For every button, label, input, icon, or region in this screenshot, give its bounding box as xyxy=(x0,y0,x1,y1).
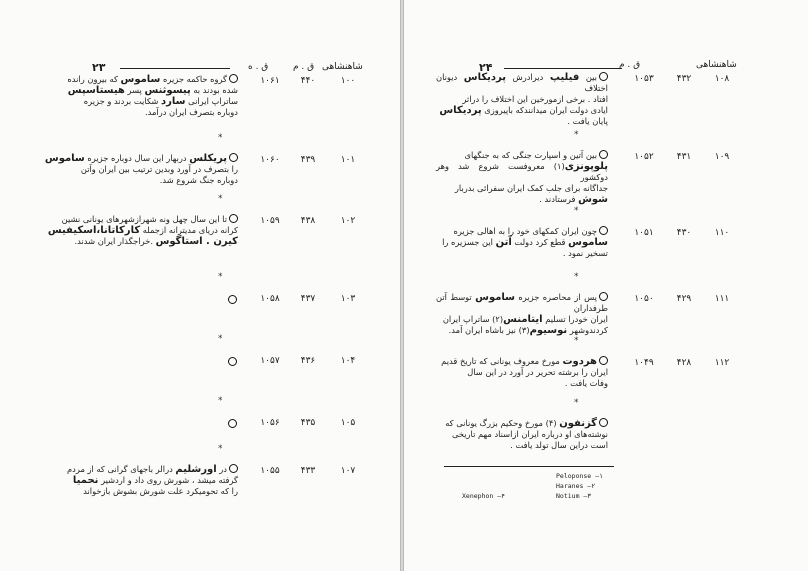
entry-line xyxy=(436,325,608,336)
shahanshahi-year: ۱۰۰ xyxy=(340,76,356,86)
entry-line-text: جداگانه برای جلب کمک ایران سفرائی بدربار xyxy=(454,183,608,193)
bullet-circle-icon xyxy=(599,226,608,235)
entry-line-text: بین آتین و اسپارت جنگی که به جنگهای xyxy=(464,150,597,160)
separator-asterisk-icon: * xyxy=(574,130,579,140)
entry-line-text: دوباره بتصرف ایران درآمد. xyxy=(144,107,238,117)
entry-line xyxy=(30,153,238,164)
entry-line-text: را که تحومیکرد علت شورش بشوش بازخواند xyxy=(83,486,238,496)
entry-text xyxy=(30,214,238,247)
entry-line-text: کیرن . استاگوس .خراجگذار ایران شدند. xyxy=(74,236,238,247)
entry-line xyxy=(30,107,238,118)
entry-line-text: تسخیر نمود . xyxy=(562,248,608,258)
entry-line-text: پس از محاصره جزیره ساموس توسط آتن طرفداران xyxy=(436,292,608,313)
entry-line xyxy=(436,292,608,314)
entry-line-text: ساتراپ ایرانی سارد شکایت بردند و جزیره xyxy=(83,96,238,107)
bc-year: ۴۳۹ xyxy=(300,155,316,165)
entry-line xyxy=(436,183,608,194)
shahanshahi-year: ۱۰۸ xyxy=(714,74,730,84)
entry-line-text: نوشته‌های او درباره ایران ازاسناد مهم تاریخی xyxy=(451,429,608,439)
shahanshahi-year: ۱۱۲ xyxy=(714,358,730,368)
bullet-circle-icon xyxy=(599,72,608,81)
entry-line xyxy=(436,105,608,116)
separator-asterisk-icon: * xyxy=(574,398,579,408)
entry-line-text: بین فیلیپ دیرادرش پردیکاس دیونان اختلاف xyxy=(436,72,608,93)
footnote-rule xyxy=(444,466,614,467)
footnote: Xenephon —۴ xyxy=(462,492,506,500)
bullet-circle-icon xyxy=(229,464,238,473)
col-header-qm: ق . م xyxy=(619,60,641,70)
entry-line xyxy=(436,418,608,429)
bc-year: ۴۳۲ xyxy=(676,74,692,84)
entry-line-text: افتاد . برخی ازمورخین این اختلاف را دراثر xyxy=(462,94,608,104)
solar-hijri-year: ۱۰۴۹ xyxy=(634,358,654,368)
entry-line xyxy=(30,85,238,96)
entry-line xyxy=(436,248,608,259)
entry-line-text: پایان یافت . xyxy=(567,116,608,126)
footnote: Peloponse —۱ xyxy=(556,472,603,480)
separator-asterisk-icon: * xyxy=(218,194,223,204)
bc-year: ۴۲۹ xyxy=(676,294,692,304)
solar-hijri-year: ۱۰۵۱ xyxy=(634,228,654,238)
col-header-shahanshahi: شاهنشاهی xyxy=(322,62,363,72)
entry-line-text: در اورشلیم درالر باجهای گرانی که از مردم xyxy=(67,464,227,475)
shahanshahi-year: ۱۱۰ xyxy=(714,228,730,238)
bc-year: ۴۴۰ xyxy=(300,76,316,86)
entry-text xyxy=(436,72,608,127)
entry-line-text: گرفته میشد ، شورش روی داد و اردشیر نحمیا xyxy=(72,475,238,486)
solar-hijri-year: ۱۰۵۶ xyxy=(260,418,280,428)
entry-line-text: شوش فرستادند . xyxy=(539,194,608,205)
bullet-circle-icon xyxy=(228,419,237,428)
entry-line xyxy=(436,429,608,440)
entry-line-text: شده بودند به پیسوثنس پسر هیستاسپس xyxy=(67,85,238,96)
solar-hijri-year: ۱۰۵۵ xyxy=(260,466,280,476)
entry-line xyxy=(436,94,608,105)
solar-hijri-year: ۱۰۵۲ xyxy=(634,152,654,162)
entry-line xyxy=(436,116,608,127)
entry-line-text: کردندوشهر نوسیوم(۳) نیز باشاه ایران آمد. xyxy=(448,325,608,336)
bc-year: ۴۳۵ xyxy=(300,418,316,428)
entry-text xyxy=(30,153,238,186)
entry-line xyxy=(436,150,608,161)
bullet-circle-icon xyxy=(229,74,238,83)
entry-line xyxy=(30,164,238,175)
entry-line xyxy=(436,378,608,389)
entry-line xyxy=(436,237,608,248)
shahanshahi-year: ۱۰۹ xyxy=(714,152,730,162)
entry-line xyxy=(436,356,608,367)
bc-year: ۴۳۷ xyxy=(300,294,316,304)
bc-year: ۴۲۸ xyxy=(676,358,692,368)
entry-line xyxy=(436,440,608,451)
bullet-circle-icon xyxy=(599,356,608,365)
page-number: ۲۳ xyxy=(92,61,106,74)
bc-year: ۴۳۸ xyxy=(300,216,316,226)
entry-line xyxy=(30,96,238,107)
bullet-circle-icon xyxy=(599,292,608,301)
shahanshahi-year: ۱۰۲ xyxy=(340,216,356,226)
solar-hijri-year: ۱۰۶۰ xyxy=(260,155,280,165)
header-rule xyxy=(120,68,230,69)
entry-line-text: گروه حاکمه جزیره ساموس که بیرون رانده xyxy=(67,74,227,85)
bullet-circle-icon xyxy=(229,214,238,223)
col-header-qm: ق . م xyxy=(293,62,315,72)
separator-asterisk-icon: * xyxy=(218,334,223,344)
entry-line-text: ایران خودرا تسلیم ایتامنس(۲) ساتراپ ایران xyxy=(442,314,608,325)
entry-line-text: پلوپونزی(۱) معروفست شروع شد وهر دوکشور xyxy=(436,161,608,182)
entry-line xyxy=(436,367,608,378)
separator-asterisk-icon: * xyxy=(218,396,223,406)
shahanshahi-year: ۱۰۱ xyxy=(340,155,356,165)
entry-line-text: گزنفون (۴) مورخ وحکیم بزرگ یونانی که xyxy=(445,418,597,429)
separator-asterisk-icon: * xyxy=(574,272,579,282)
footnote: Notium —۳ xyxy=(556,492,592,500)
bullet-circle-icon xyxy=(228,295,237,304)
entry-text xyxy=(30,464,238,497)
shahanshahi-year: ۱۰۳ xyxy=(340,294,356,304)
entry-line-text: ایران را برشته تحریر در آورد در این سال xyxy=(467,367,608,377)
entry-text xyxy=(436,356,608,389)
entry-line xyxy=(436,72,608,94)
entry-text xyxy=(436,418,608,451)
solar-hijri-year: ۱۰۵۷ xyxy=(260,356,280,366)
bullet-circle-icon xyxy=(599,150,608,159)
bc-year: ۴۳۳ xyxy=(300,466,316,476)
separator-asterisk-icon: * xyxy=(574,336,579,346)
shahanshahi-year: ۱۰۷ xyxy=(340,466,356,476)
entry-line-text: ایادی دولت ایران میدانندکه باپیروزی پردیکاس xyxy=(439,105,608,116)
solar-hijri-year: ۱۰۵۹ xyxy=(260,216,280,226)
entry-text xyxy=(436,226,608,259)
entry-line xyxy=(30,175,238,186)
entry-line xyxy=(436,314,608,325)
entry-line xyxy=(30,236,238,247)
separator-asterisk-icon: * xyxy=(218,444,223,454)
footnote: Haranes —۲ xyxy=(556,482,596,490)
entry-line xyxy=(30,214,238,225)
entry-line xyxy=(436,226,608,237)
bc-year: ۴۳۰ xyxy=(676,228,692,238)
solar-hijri-year: ۱۰۵۳ xyxy=(634,74,654,84)
bullet-circle-icon xyxy=(229,153,238,162)
bullet-circle-icon xyxy=(599,418,608,427)
entry-line xyxy=(436,194,608,205)
entry-line-text: پریکلس دربهار این سال دوباره جزیره ساموس xyxy=(44,153,227,164)
left-page xyxy=(0,0,400,571)
entry-text xyxy=(30,74,238,118)
solar-hijri-year: ۱۰۶۱ xyxy=(260,76,280,86)
header-rule xyxy=(504,68,622,69)
solar-hijri-year: ۱۰۵۰ xyxy=(634,294,654,304)
bullet-circle-icon xyxy=(228,357,237,366)
shahanshahi-year: ۱۰۵ xyxy=(340,418,356,428)
entry-line-text: تا این سال چهل ونه شهرازشهرهای یونانی نشین xyxy=(61,214,227,224)
entry-line-text: چون ایران کمکهای خود را به اهالی جزیره xyxy=(453,226,597,236)
solar-hijri-year: ۱۰۵۸ xyxy=(260,294,280,304)
bc-year: ۴۳۶ xyxy=(300,356,316,366)
shahanshahi-year: ۱۱۱ xyxy=(714,294,730,304)
col-header-shahanshahi: شاهنشاهی xyxy=(696,60,737,70)
entry-line-text: است دراین سال تولد یافت . xyxy=(510,440,608,450)
entry-line-text: کرانه دریای مدیترانه ازجمله کارکاتانا،اسکیفیس xyxy=(47,225,238,236)
entry-line-text: را بتصرف در آورد وبدین ترتیب بین ایران وآتن xyxy=(80,164,238,174)
entry-text xyxy=(436,150,608,205)
entry-line xyxy=(30,74,238,85)
shahanshahi-year: ۱۰۴ xyxy=(340,356,356,366)
entry-line-text: ساموس قطع کرد دولت آتن این جسزیره را xyxy=(442,237,608,248)
entry-line-text: هردوت مورخ معروف یونانی که تاریخ قدیم xyxy=(441,356,597,367)
entry-line-text: دوباره جنگ شروع شد. xyxy=(159,175,238,185)
entry-line xyxy=(30,475,238,486)
entry-line-text: وفات یافت . xyxy=(564,378,608,388)
bc-year: ۴۳۱ xyxy=(676,152,692,162)
separator-asterisk-icon: * xyxy=(574,206,579,216)
separator-asterisk-icon: * xyxy=(218,272,223,282)
entry-line xyxy=(30,486,238,497)
right-page xyxy=(404,0,808,571)
page-number: ۲۴ xyxy=(479,61,493,74)
entry-line xyxy=(436,161,608,183)
entry-line xyxy=(30,464,238,475)
separator-asterisk-icon: * xyxy=(218,133,223,143)
entry-line xyxy=(30,225,238,236)
entry-text xyxy=(436,292,608,336)
col-header-qh: ق . ه xyxy=(248,62,269,72)
